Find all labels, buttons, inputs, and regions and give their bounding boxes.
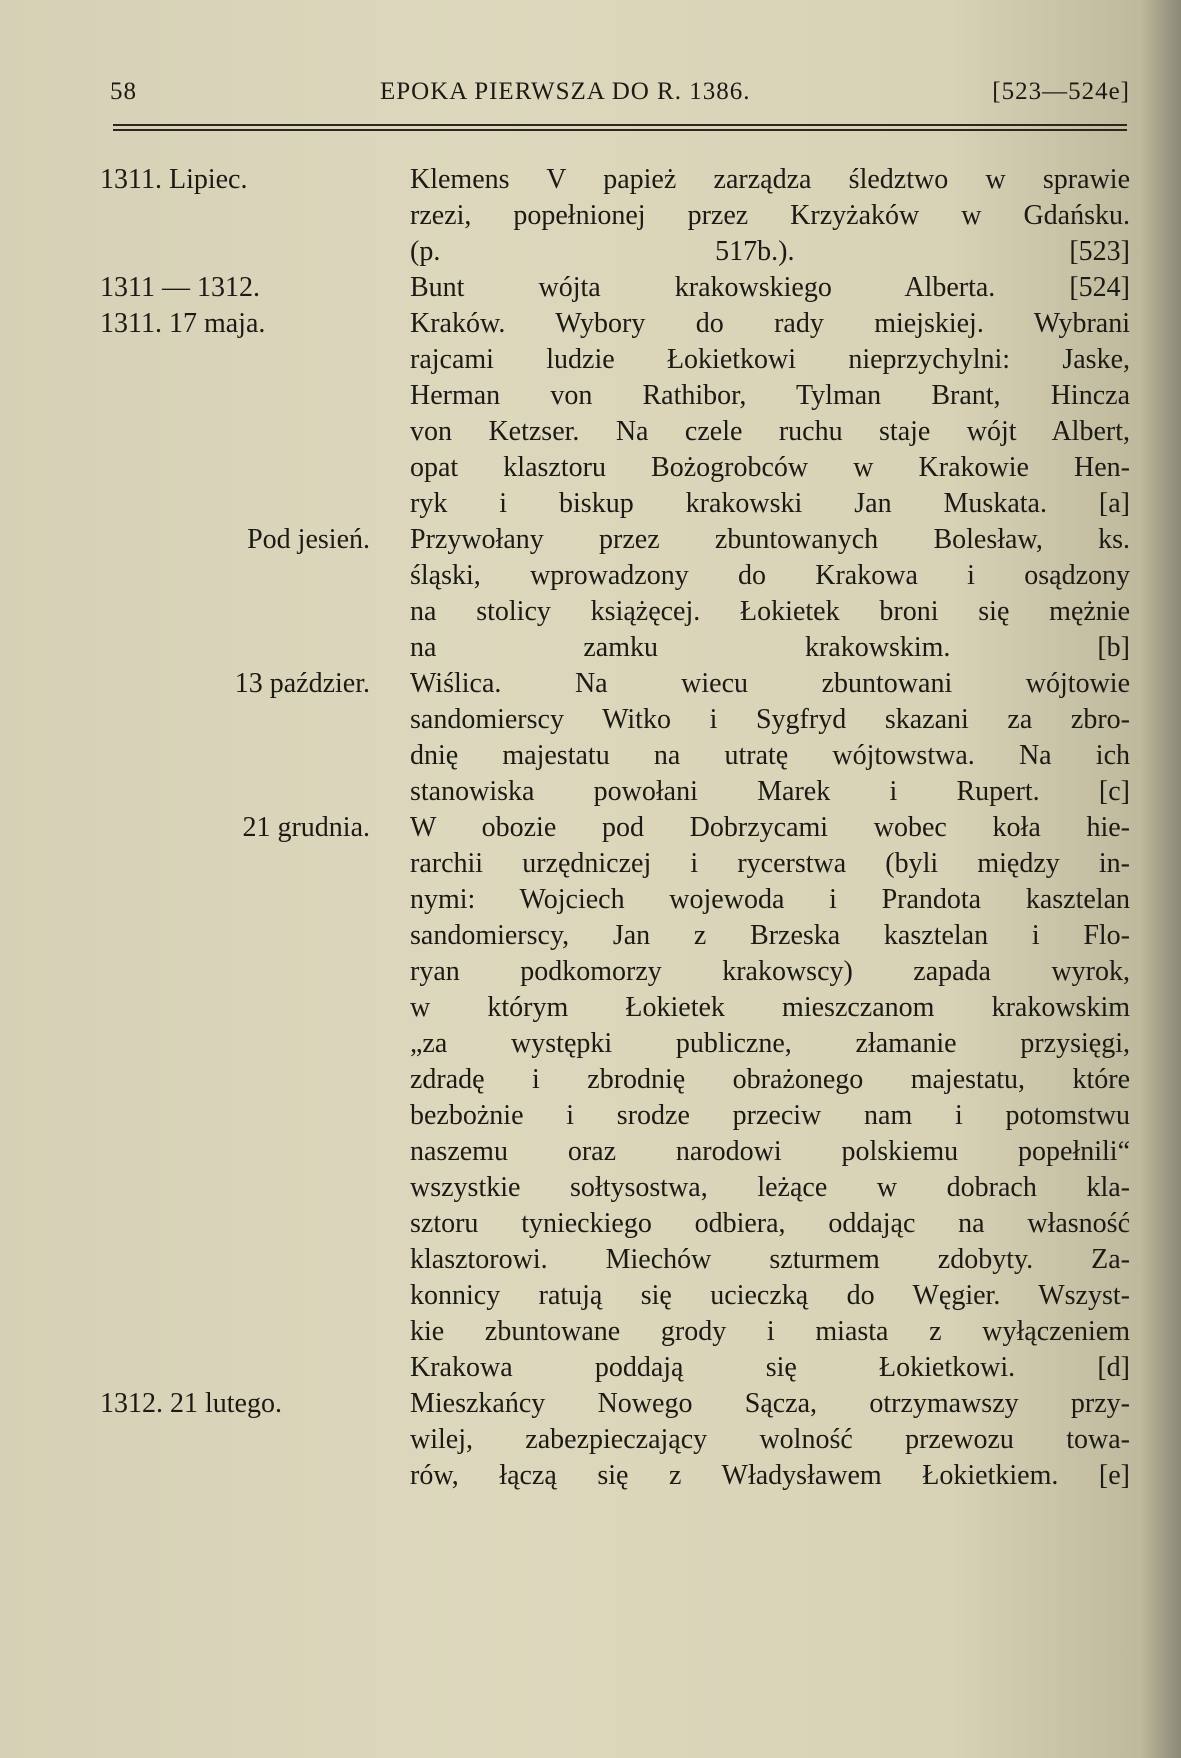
entry-line: kie zbuntowane grody i miasta z wyłączeniem [410,1316,1130,1347]
header-rule-bottom [113,129,1127,131]
chronicle-entry [100,522,1130,666]
entry-text [410,270,1130,306]
entry-line: naszemu oraz narodowi polskiemu popełnili“ [410,1136,1130,1167]
entry-date: 1311. Lipiec. [100,164,248,195]
entry-date: 13 paździer. [234,668,370,699]
entry-line: opat klasztoru Bożogrobców w Krakowie Hen- [410,452,1130,483]
chronicle-entry [100,306,1130,522]
chronicle-entry [100,810,1130,1386]
entry-text [410,162,1130,270]
entry-line: w którym Łokietek mieszczanom krakowskim [410,992,1130,1023]
chronicle-entry [100,666,1130,810]
entry-line: wszystkie sołtysostwa, leżące w dobrach kla- [410,1172,1130,1203]
entry-line: stanowiska powołani Marek i Rupert. [c] [410,776,1130,807]
entry-date: 1311 — 1312. [100,272,260,303]
entry-line: rajcami ludzie Łokietkowi nieprzychylni: Jaske, [410,344,1130,375]
entry-text [410,810,1130,1386]
entry-line: W obozie pod Dobrzycami wobec koła hie- [410,812,1130,843]
entry-date: Pod jesień. [247,524,370,555]
chronicle-entry [100,162,1130,270]
entry-text [410,666,1130,810]
entry-line: Wiślica. Na wiecu zbuntowani wójtowie [410,668,1130,699]
entry-line: zdradę i zbrodnię obrażonego majestatu, które [410,1064,1130,1095]
entry-line: rów, łączą się z Władysławem Łokietkiem. [e] [410,1460,1130,1491]
page-number: 58 [110,78,137,105]
entry-line: sandomierscy Witko i Sygfryd skazani za zbro- [410,704,1130,735]
entry-date: 1311. 17 maja. [100,308,266,339]
entry-date: 1312. 21 lutego. [100,1388,282,1419]
section-range: [523—524e] [992,78,1130,105]
entry-line: nymi: Wojciech wojewoda i Prandota kasztelan [410,884,1130,915]
entry-line: sandomierscy, Jan z Brzeska kasztelan i Flo- [410,920,1130,951]
entry-line: ryan podkomorzy krakowscy) zapada wyrok, [410,956,1130,987]
entry-text [410,1386,1130,1494]
entry-line: von Ketzser. Na czele ruchu staje wójt Albert, [410,416,1130,447]
entry-line: sztoru tynieckiego odbiera, oddając na własność [410,1208,1130,1239]
entry-line: Kraków. Wybory do rady miejskiej. Wybrani [410,308,1130,339]
entry-text [410,522,1130,666]
entry-line: dnię majestatu na utratę wójtowstwa. Na ich [410,740,1130,771]
entry-text [410,306,1130,522]
page-header [110,78,1130,118]
chronicle-entries [100,162,1130,1494]
page-edge-shadow [1141,0,1181,1758]
entry-line: klasztorowi. Miechów szturmem zdobyty. Za- [410,1244,1130,1275]
header-rule-top [113,124,1127,126]
chronicle-entry [100,1386,1130,1494]
entry-line: (p. 517b.). [523] [410,236,1130,267]
chronicle-entry [100,270,1130,306]
entry-line: na stolicy książęcej. Łokietek broni się mężnie [410,596,1130,627]
entry-line: rarchii urzędniczej i rycerstwa (byli między in- [410,848,1130,879]
entry-line: bezbożnie i srodze przeciw nam i potomstwu [410,1100,1130,1131]
entry-line: „za występki publiczne, złamanie przysięgi, [410,1028,1130,1059]
entry-line: Bunt wójta krakowskiego Alberta. [524] [410,272,1130,303]
running-title: EPOKA PIERWSZA DO R. 1386. [380,78,751,105]
entry-line: Mieszkańcy Nowego Sącza, otrzymawszy przy- [410,1388,1130,1419]
entry-line: śląski, wprowadzony do Krakowa i osądzony [410,560,1130,591]
entry-line: konnicy ratują się ucieczką do Węgier. Wszyst- [410,1280,1130,1311]
entry-line: Krakowa poddają się Łokietkowi. [d] [410,1352,1130,1383]
entry-line: rzezi, popełnionej przez Krzyżaków w Gdańsku. [410,200,1130,231]
entry-line: wilej, zabezpieczający wolność przewozu towa- [410,1424,1130,1455]
entry-line: Herman von Rathibor, Tylman Brant, Hincza [410,380,1130,411]
entry-line: Klemens V papież zarządza śledztwo w sprawie [410,164,1130,195]
entry-date: 21 grudnia. [242,812,370,843]
entry-line: ryk i biskup krakowski Jan Muskata. [a] [410,488,1130,519]
entry-line: na zamku krakowskim. [b] [410,632,1130,663]
entry-line: Przywołany przez zbuntowanych Bolesław, ks. [410,524,1130,555]
